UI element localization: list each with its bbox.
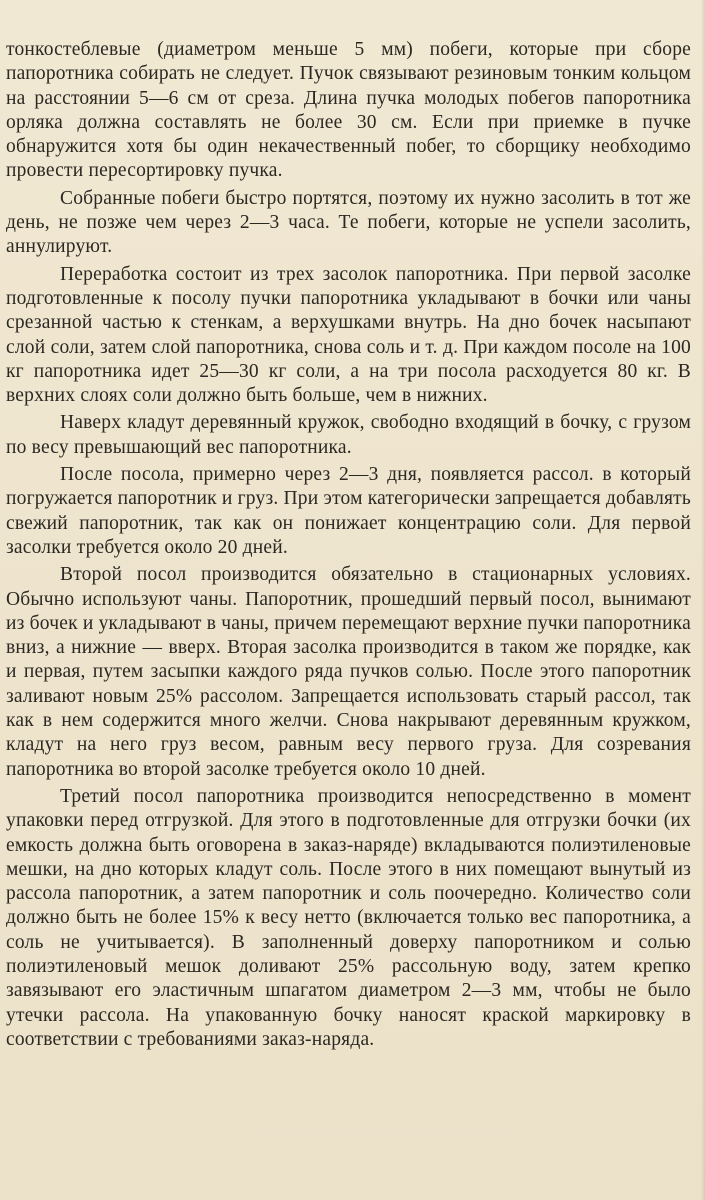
paragraph-wooden-lid: Наверх кладут деревянный кружок, свободно входящий в бочку, с грузом по весу превышающий вес папоротника.	[6, 412, 691, 458]
paragraph-first-salting: Переработка состоит из трех засолок папоротника. При первой засолке подготовленные к посолу пучки папоротника укладывают в бочки или чаны срезанной частью к стенкам, а верхушками внутрь. На дно бочек насыпают слой соли, затем слой папоротника, снова соль и т. д. При каждом посоле на 100 кг папоротника идет 25—30 кг соли, а на три посола расходуется 80 кг. В верхних слоях соли должно быть больше, чем в нижних.	[6, 263, 691, 407]
text-column	[6, 38, 691, 1052]
paragraph-third-salting: Третий посол папоротника производится непосредственно в момент упаковки перед отгрузкой. Для этого в подготовленные для отгрузки бочки (их емкость должна быть оговорена в заказ-наряде) вкладываются полиэтиленовые мешки, на дно которых кладут соль. После этого в них помещают вынутый из рассола папоротник, а затем папоротник и соль поочередно. Количество соли должно быть не более 15% к весу нетто (включается только вес папоротника, а соль не учитывается). В заполненный доверху папоротником и солью полиэтиленовый мешок доливают 25% рассольную воду, затем крепко завязывают его эластичным шпагатом диаметром 2—3 мм, чтобы не было утечки рассола. На упакованную бочку наносят краской маркировку в соответствии с требованиями заказ-наряда.	[6, 785, 691, 1050]
paragraph-second-salting: Второй посол производится обязательно в стационарных условиях. Обычно используют чаны. Папоротник, прошедший первый посол, вынимают из бочек и укладывают в чаны, причем перемещают верхние пучки папоротника вниз, а нижние — вверх. Вторая засолка производится в таком же порядке, как и первая, путем засыпки каждого ряда пучков солью. После этого папоротник заливают новым 25% рассолом. Запрещается использовать старый рассол, так как в нем содержится много желчи. Снова накрывают деревянным кружком, кладут на него груз весом, равным весу первого груза. Для созревания папоротника во второй засолке требуется около 10 дней.	[6, 564, 691, 780]
paragraph-continuation: тонкостеблевые (диаметром меньше 5 мм) побеги, которые при сборе папоротника собирать не следует. Пучок связывают резиновым тонким кольцом на расстоянии 5—6 см от среза. Длина пучка молодых побегов папоротника орляка должна составлять не более 30 см. Если при приемке в пучке обнаружится хотя бы один некачественный побег, то сборщику необходимо провести пересортировку пучка.	[6, 39, 691, 182]
page-edge-shadow	[701, 0, 705, 1200]
paragraph-collection-timing: Собранные побеги быстро портятся, поэтому их нужно засолить в тот же день, не позже чем через 2—3 часа. Те побеги, которые не успели засолить, аннулируют.	[6, 187, 691, 258]
paragraph-brine: После посола, примерно через 2—3 дня, появляется рассол. в который погружается папоротник и груз. При этом категорически запрещается добавлять свежий папоротник, так как он понижает концентрацию соли. Для первой засолки требуется около 20 дней.	[6, 464, 691, 558]
